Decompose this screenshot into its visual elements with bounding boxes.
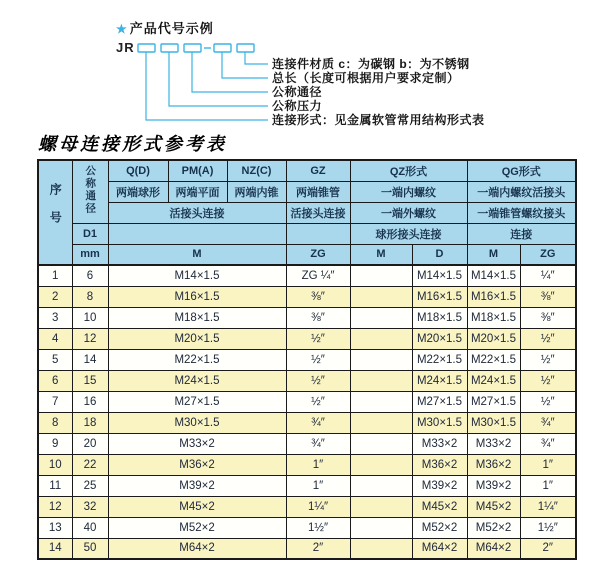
- connector-line-form: [146, 52, 268, 120]
- header-gz-code: GZ: [286, 160, 350, 181]
- cell-zg-taper: 1″: [286, 475, 350, 496]
- cell-qz-d: M45×2: [412, 496, 467, 517]
- header-q-desc: 两端球形: [108, 181, 168, 202]
- cell-qz-d: M27×1.5: [412, 391, 467, 412]
- cell-qg-zg: ⅜″: [520, 307, 576, 328]
- code-label-pressure: 公称压力: [272, 99, 323, 113]
- cell-qg-m: M20×1.5: [467, 328, 520, 349]
- cell-dn-mm: 18: [72, 412, 108, 433]
- cell-qg-zg: ½″: [520, 370, 576, 391]
- header-qg-code: QG形式: [467, 160, 576, 181]
- cell-qz-d: M22×1.5: [412, 349, 467, 370]
- cell-seq: 9: [38, 433, 72, 454]
- header-gz-connection: 活接头连接: [286, 202, 350, 223]
- cell-seq: 12: [38, 496, 72, 517]
- header-seq: 序号: [38, 160, 72, 265]
- cell-qg-zg: 1¼″: [520, 496, 576, 517]
- cell-zg-taper: ½″: [286, 349, 350, 370]
- cell-dn-mm: 16: [72, 391, 108, 412]
- header-unit-m: M: [108, 244, 286, 265]
- cell-zg-taper: 1″: [286, 454, 350, 475]
- cell-qz-m: [350, 307, 412, 328]
- diagram-title-text: 产品代号示例: [129, 21, 214, 36]
- header-d1: D1: [72, 223, 108, 244]
- cell-seq: 5: [38, 349, 72, 370]
- cell-zg-taper: 1½″: [286, 517, 350, 538]
- table-row: [38, 265, 576, 286]
- cell-qg-zg: 1½″: [520, 517, 576, 538]
- cell-qg-zg: ¾″: [520, 412, 576, 433]
- cell-metric-thread: M36×2: [108, 454, 286, 475]
- code-label-material: 连接件材质 c：为碳钢 b：为不锈钢: [272, 57, 470, 71]
- cell-metric-thread: M14×1.5: [108, 265, 286, 286]
- table-row: [38, 286, 576, 307]
- header-qz-desc: 一端内螺纹: [350, 181, 467, 202]
- header-union-connection: 活接头连接: [108, 202, 286, 223]
- cell-seq: 13: [38, 517, 72, 538]
- cell-seq: 2: [38, 286, 72, 307]
- cell-qg-zg: ½″: [520, 328, 576, 349]
- header-q-code: Q(D): [108, 160, 168, 181]
- table-row: [38, 517, 576, 538]
- cell-seq: 10: [38, 454, 72, 475]
- header-qg-unit-zg: ZG: [520, 244, 576, 265]
- table-row: [38, 328, 576, 349]
- cell-metric-thread: M64×2: [108, 538, 286, 559]
- cell-qg-m: M18×1.5: [467, 307, 520, 328]
- cell-dn-mm: 22: [72, 454, 108, 475]
- cell-dn-mm: 40: [72, 517, 108, 538]
- cell-qz-m: [350, 370, 412, 391]
- connector-line-material: [245, 52, 268, 64]
- code-box-5: [237, 44, 254, 52]
- cell-qz-m: [350, 496, 412, 517]
- table-body: [38, 265, 576, 559]
- table-row: [38, 307, 576, 328]
- cell-qg-m: M33×2: [467, 433, 520, 454]
- cell-qz-d: M20×1.5: [412, 328, 467, 349]
- table-row: [38, 412, 576, 433]
- header-qz-connection: 球形接头连接: [350, 223, 467, 244]
- cell-qz-d: M33×2: [412, 433, 467, 454]
- cell-qg-zg: 2″: [520, 538, 576, 559]
- cell-dn-mm: 12: [72, 328, 108, 349]
- header-row-units: [38, 244, 576, 265]
- cell-seq: 11: [38, 475, 72, 496]
- cell-seq: 1: [38, 265, 72, 286]
- cell-qz-m: [350, 517, 412, 538]
- cell-dn-mm: 14: [72, 349, 108, 370]
- table-row: [38, 496, 576, 517]
- cell-qg-zg: ¾″: [520, 433, 576, 454]
- cell-zg-taper: ½″: [286, 370, 350, 391]
- cell-qz-d: M16×1.5: [412, 286, 467, 307]
- cell-qg-zg: ½″: [520, 391, 576, 412]
- code-label-diameter: 公称通径: [272, 85, 323, 99]
- header-qz-row3: 一端外螺纹: [350, 202, 467, 223]
- header-row-d1: [38, 223, 576, 244]
- header-row-connection-types: [38, 202, 576, 223]
- cell-metric-thread: M22×1.5: [108, 349, 286, 370]
- cell-qz-m: [350, 286, 412, 307]
- cell-qz-m: [350, 265, 412, 286]
- cell-qg-m: M39×2: [467, 475, 520, 496]
- cell-qz-m: [350, 475, 412, 496]
- table-row: [38, 475, 576, 496]
- cell-zg-taper: ½″: [286, 328, 350, 349]
- cell-qg-zg: ½″: [520, 349, 576, 370]
- code-box-2: [161, 44, 178, 52]
- cell-seq: 7: [38, 391, 72, 412]
- cell-metric-thread: M45×2: [108, 496, 286, 517]
- header-d1-blank-left: [108, 223, 286, 244]
- header-qg-desc: 一端内螺纹活接头: [467, 181, 576, 202]
- cell-dn-mm: 8: [72, 286, 108, 307]
- cell-qg-m: M52×2: [467, 517, 520, 538]
- cell-zg-taper: 1¼″: [286, 496, 350, 517]
- product-code-diagram: [0, 0, 600, 128]
- header-nz-code: NZ(C): [227, 160, 286, 181]
- header-qg-row3: 一端锥管螺纹接头: [467, 202, 576, 223]
- cell-qz-d: M39×2: [412, 475, 467, 496]
- header-nominal-diameter: 公称通径: [72, 160, 108, 223]
- header-row-codes: [38, 160, 576, 181]
- cell-qg-zg: ¼″: [520, 265, 576, 286]
- connector-line-diameter: [192, 52, 268, 92]
- cell-seq: 6: [38, 370, 72, 391]
- cell-zg-taper: ZG ¼″: [286, 265, 350, 286]
- cell-zg-taper: 2″: [286, 538, 350, 559]
- header-unit-zg: ZG: [286, 244, 350, 265]
- code-box-4: [214, 44, 231, 52]
- cell-qg-m: M64×2: [467, 538, 520, 559]
- cell-qz-d: M52×2: [412, 517, 467, 538]
- cell-dn-mm: 6: [72, 265, 108, 286]
- code-label-length: 总长（长度可根据用户要求定制）: [272, 71, 460, 85]
- cell-qg-m: M30×1.5: [467, 412, 520, 433]
- cell-metric-thread: M52×2: [108, 517, 286, 538]
- cell-qg-m: M24×1.5: [467, 370, 520, 391]
- cell-qz-m: [350, 412, 412, 433]
- cell-qz-m: [350, 538, 412, 559]
- table-row: [38, 349, 576, 370]
- table-row: [38, 433, 576, 454]
- table-row: [38, 454, 576, 475]
- cell-zg-taper: ¾″: [286, 433, 350, 454]
- table-row: [38, 370, 576, 391]
- cell-dn-mm: 10: [72, 307, 108, 328]
- cell-dn-mm: 15: [72, 370, 108, 391]
- cell-qz-d: M36×2: [412, 454, 467, 475]
- header-pm-desc: 两端平面: [168, 181, 227, 202]
- header-row-end-types: [38, 181, 576, 202]
- header-d1-blank-gz: [286, 223, 350, 244]
- cell-qz-m: [350, 391, 412, 412]
- code-box-1: [138, 44, 155, 52]
- cell-metric-thread: M16×1.5: [108, 286, 286, 307]
- cell-qz-d: M14×1.5: [412, 265, 467, 286]
- cell-metric-thread: M33×2: [108, 433, 286, 454]
- cell-qz-m: [350, 349, 412, 370]
- header-qz-unit-d: D: [412, 244, 467, 265]
- cell-qg-m: M16×1.5: [467, 286, 520, 307]
- diagram-title: [116, 18, 214, 37]
- header-pm-code: PM(A): [168, 160, 227, 181]
- cell-metric-thread: M39×2: [108, 475, 286, 496]
- cell-qg-zg: 1″: [520, 475, 576, 496]
- cell-seq: 8: [38, 412, 72, 433]
- cell-seq: 4: [38, 328, 72, 349]
- cell-dn-mm: 25: [72, 475, 108, 496]
- product-code-prefix: JR: [116, 40, 135, 55]
- header-qz-unit-m: M: [350, 244, 412, 265]
- cell-qz-d: M64×2: [412, 538, 467, 559]
- cell-qg-zg: 1″: [520, 454, 576, 475]
- header-unit-mm: mm: [72, 244, 108, 265]
- cell-qg-m: M36×2: [467, 454, 520, 475]
- nut-connection-reference-table: [37, 159, 577, 560]
- cell-dn-mm: 50: [72, 538, 108, 559]
- cell-zg-taper: ⅜″: [286, 286, 350, 307]
- cell-dn-mm: 32: [72, 496, 108, 517]
- cell-metric-thread: M24×1.5: [108, 370, 286, 391]
- header-qg-connection: 连接: [467, 223, 576, 244]
- cell-metric-thread: M30×1.5: [108, 412, 286, 433]
- table-title: 螺母连接形式参考表: [38, 134, 227, 155]
- code-label-form: 连接形式：见金属软管常用结构形式表: [272, 113, 485, 127]
- cell-seq: 14: [38, 538, 72, 559]
- cell-dn-mm: 20: [72, 433, 108, 454]
- cell-qg-m: M14×1.5: [467, 265, 520, 286]
- cell-qz-d: M24×1.5: [412, 370, 467, 391]
- header-qg-unit-m: M: [467, 244, 520, 265]
- cell-zg-taper: ½″: [286, 391, 350, 412]
- cell-qz-m: [350, 433, 412, 454]
- cell-metric-thread: M18×1.5: [108, 307, 286, 328]
- star-icon: ★: [116, 22, 128, 36]
- table-row: [38, 538, 576, 559]
- cell-qz-m: [350, 454, 412, 475]
- table-row: [38, 391, 576, 412]
- cell-zg-taper: ¾″: [286, 412, 350, 433]
- cell-qz-d: M30×1.5: [412, 412, 467, 433]
- cell-qz-m: [350, 328, 412, 349]
- cell-qg-m: M27×1.5: [467, 391, 520, 412]
- cell-qz-d: M18×1.5: [412, 307, 467, 328]
- table-header: [38, 160, 576, 265]
- cell-qg-zg: ⅜″: [520, 286, 576, 307]
- cell-qg-m: M22×1.5: [467, 349, 520, 370]
- header-qz-code: QZ形式: [350, 160, 467, 181]
- cell-metric-thread: M27×1.5: [108, 391, 286, 412]
- cell-zg-taper: ⅜″: [286, 307, 350, 328]
- header-nz-desc: 两端内锥: [227, 181, 286, 202]
- cell-seq: 3: [38, 307, 72, 328]
- cell-metric-thread: M20×1.5: [108, 328, 286, 349]
- header-gz-desc: 两端锥管: [286, 181, 350, 202]
- cell-qg-m: M45×2: [467, 496, 520, 517]
- code-box-3: [184, 44, 201, 52]
- connector-line-pressure: [169, 52, 268, 106]
